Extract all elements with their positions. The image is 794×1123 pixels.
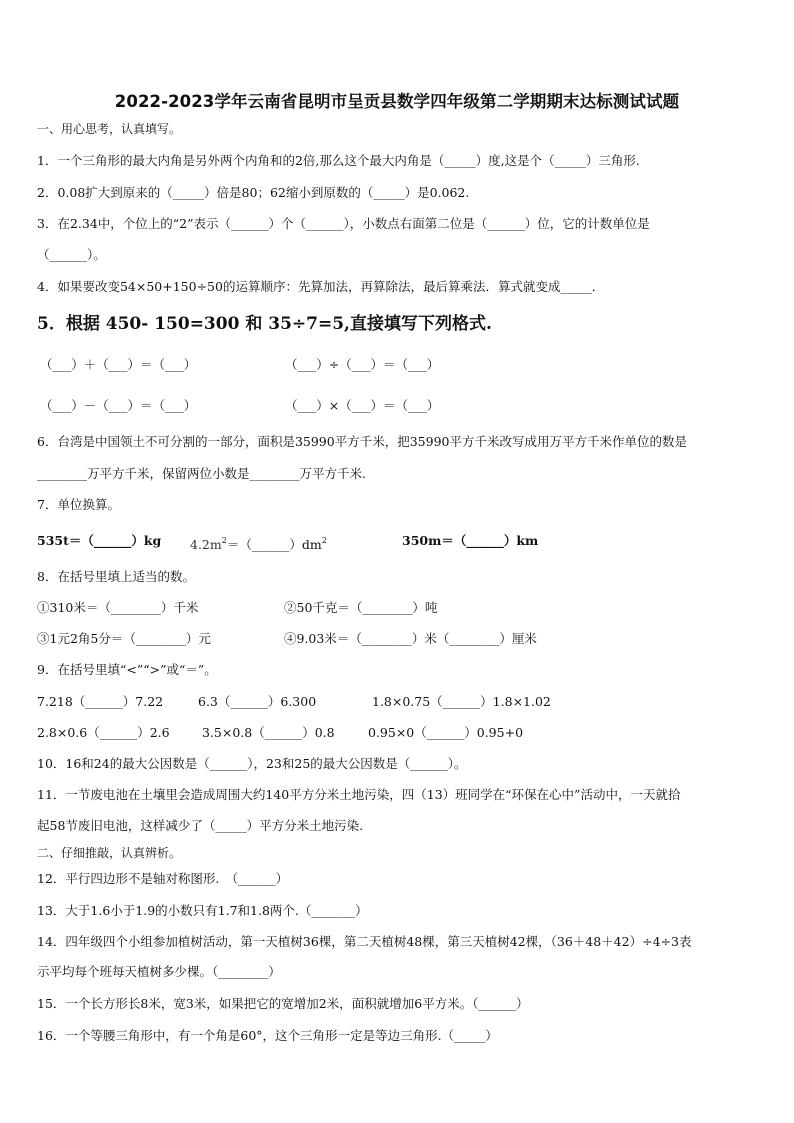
question-12: 12．平行四边形不是轴对称图形. （______） — [37, 871, 289, 886]
question-8-item-1: ①310米＝（________）千米 — [37, 600, 199, 615]
question-5-blank-add: （___）＋（___）＝（___） — [40, 357, 197, 372]
question-5: 5．根据 450- 150=300 和 35÷7=5,直接填写下列格式. — [37, 314, 492, 334]
question-9-r1-c1: 7.218（______）7.22 — [37, 694, 164, 709]
question-9-r1-c3: 1.8×0.75（______）1.8×1.02 — [372, 694, 551, 709]
question-14-line-1: 14．四年级四个小组参加植树活动，第一天植树36棵，第二天植树48棵，第三天植树42棵，（36＋48＋42）÷4÷3表 — [37, 934, 692, 949]
question-11-line-1: 11．一节废电池在土壤里会造成周围大约140平方分米土地污染，四（13）班同学在“环保在心中”活动中，一天就拾 — [37, 787, 681, 802]
question-8: 8．在括号里填上适当的数。 — [37, 569, 195, 584]
question-11-line-2: 起58节废旧电池，这样减少了（_____）平方分米土地污染. — [37, 818, 364, 833]
question-8-item-2: ②50千克＝（________）吨 — [284, 600, 438, 615]
section-heading-2: 二、仔细推敲，认真辨析。 — [37, 846, 182, 860]
question-9: 9．在括号里填“<”“>”或“＝”。 — [37, 662, 217, 677]
question-7-item-2-exp: 2 — [221, 536, 227, 545]
question-3-line-2: （______）。 — [37, 247, 106, 262]
question-2: 2．0.08扩大到原来的（_____）倍是80；62缩小到原数的（_____）是0.062. — [37, 185, 470, 200]
section-heading-1: 一、用心思考，认真填写。 — [37, 122, 182, 136]
question-7-item-1: 535t＝（______）kg — [37, 533, 162, 548]
question-8-item-4: ④9.03米＝（________）米（________）厘米 — [284, 631, 537, 646]
question-10: 10．16和24的最大公因数是（______），23和25的最大公因数是（______）。 — [37, 756, 467, 771]
question-6-line-1: 6．台湾是中国领土不可分割的一部分，面积是35990平方千米，把35990平方千米改写成用万平方千米作单位的数是 — [37, 434, 687, 449]
question-9-r2-c2: 3.5×0.8（______）0.8 — [202, 725, 335, 740]
question-5-blank-multiply: （___）×（___）＝（___） — [285, 398, 440, 413]
question-3-line-1: 3．在2.34中，个位上的“2”表示（______）个（______），小数点右面第二位是（______）位，它的计数单位是 — [37, 216, 650, 231]
question-7-item-2 — [190, 533, 327, 553]
question-6-line-2: ________万平方千米，保留两位小数是________万平方千米. — [37, 466, 366, 481]
question-7-item-3: 350m＝（______）km — [402, 533, 539, 548]
question-13: 13．大于1.6小于1.9的小数只有1.7和1.8两个.（_______） — [37, 903, 368, 918]
question-14-line-2: 示平均每个班每天植树多少棵。（________） — [37, 964, 281, 979]
question-15: 15．一个长方形长8米，宽3米，如果把它的宽增加2米，面积就增加6平方米。（______） — [37, 996, 529, 1011]
question-7-item-2-mid: ＝（______）dm — [226, 537, 322, 552]
question-7-item-2-prefix: 4.2m — [190, 537, 222, 552]
question-9-r2-c3: 0.95×0（______）0.95+0 — [368, 725, 524, 740]
question-9-r2-c1: 2.8×0.6（______）2.6 — [37, 725, 170, 740]
question-16: 16．一个等腰三角形中，有一个角是60°，这个三角形一定是等边三角形.（_____） — [37, 1028, 498, 1043]
page-title: 2022-2023学年云南省昆明市呈贡县数学四年级第二学期期末达标测试试题 — [114, 92, 680, 111]
question-8-item-3: ③1元2角5分＝（________）元 — [37, 631, 211, 646]
question-7-item-2-exp-2: 2 — [321, 536, 327, 545]
question-5-blank-subtract: （___）－（___）＝（___） — [40, 398, 197, 413]
question-4: 4．如果要改变54×50+150÷50的运算顺序：先算加法，再算除法，最后算乘法．算式就变成_____． — [37, 279, 605, 294]
question-9-r1-c2: 6.3（______）6.300 — [198, 694, 317, 709]
question-1: 1．一个三角形的最大内角是另外两个内角和的2倍,那么这个最大内角是（_____）度,这是个（_____）三角形. — [37, 153, 640, 168]
question-5-blank-divide: （___）÷（___）＝（___） — [285, 357, 440, 372]
question-7: 7．单位换算。 — [37, 497, 120, 512]
